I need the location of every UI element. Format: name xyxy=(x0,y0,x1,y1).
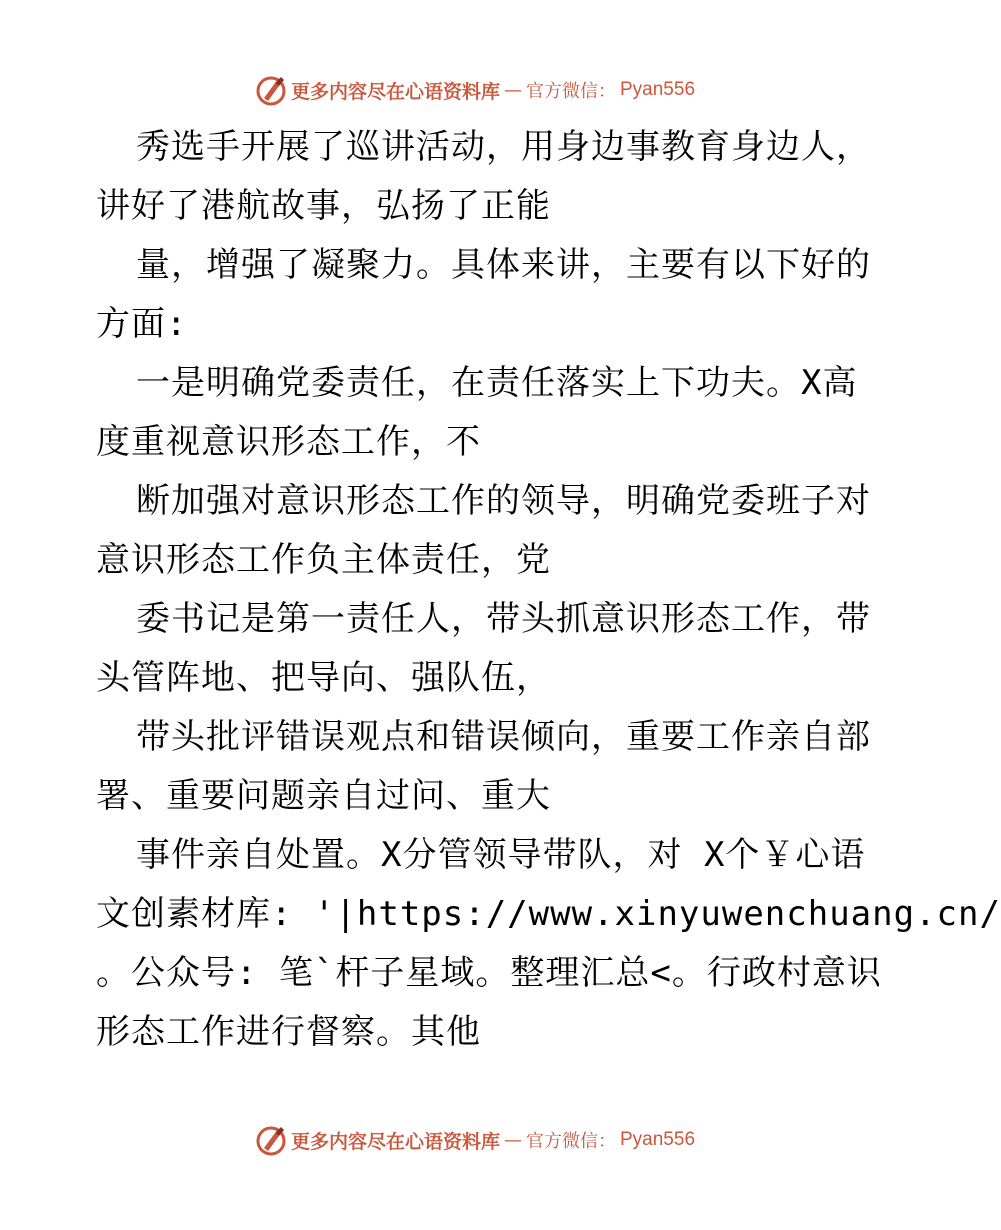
document-body xyxy=(96,118,1001,1062)
banner-wechat-label: 官方微信： xyxy=(526,81,616,102)
text-line: 头管阵地、把导向、强队伍， xyxy=(96,658,551,698)
text-line: 度重视意识形态工作，不 xyxy=(96,422,481,462)
text-line: 。公众号: 笔`杆子星域。整理汇总<。行政村意识 xyxy=(96,953,882,993)
text-line: 署、重要问题亲自过问、重大 xyxy=(96,776,551,816)
footer-banner-inner xyxy=(255,1124,695,1156)
text-line: 事件亲自处置。X分管领导带队，对 X个￥心语 xyxy=(136,835,866,875)
banner-title: 更多内容尽在心语资料库 xyxy=(290,80,500,103)
text-line: 委书记是第一责任人，带头抓意识形态工作，带 xyxy=(136,599,871,639)
banner-dash: — xyxy=(504,1129,522,1151)
banner-wechat-label: 官方微信： xyxy=(526,1131,616,1152)
header-banner-inner xyxy=(255,74,695,106)
text-line: 断加强对意识形态工作的领导，明确党委班子对 xyxy=(136,481,871,521)
pen-logo-icon xyxy=(255,1124,287,1156)
footer-banner xyxy=(0,1120,950,1160)
header-banner xyxy=(0,70,950,110)
text-line: 讲好了港航故事，弘扬了正能 xyxy=(96,186,551,226)
text-line: 一是明确党委责任，在责任落实上下功夫。X高 xyxy=(136,363,858,403)
text-line: 形态工作进行督察。其他 xyxy=(96,1012,481,1052)
text-line: 方面: xyxy=(96,304,188,344)
text-line: 意识形态工作负主体责任，党 xyxy=(96,540,551,580)
banner-dash: — xyxy=(504,79,522,101)
text-line: 秀选手开展了巡讲活动，用身边事教育身边人， xyxy=(136,127,871,167)
text-line: 文创素材库: '|https://www.xinyuwenchuang.cn/ xyxy=(96,894,1001,934)
banner-wechat-id: Pyan556 xyxy=(620,1129,696,1150)
text-line: 带头批评错误观点和错误倾向，重要工作亲自部 xyxy=(136,717,871,757)
pen-logo-icon xyxy=(255,74,287,106)
text-line: 量，增强了凝聚力。具体来讲，主要有以下好的 xyxy=(136,245,871,285)
banner-title: 更多内容尽在心语资料库 xyxy=(290,1130,500,1153)
banner-wechat-id: Pyan556 xyxy=(620,79,696,100)
